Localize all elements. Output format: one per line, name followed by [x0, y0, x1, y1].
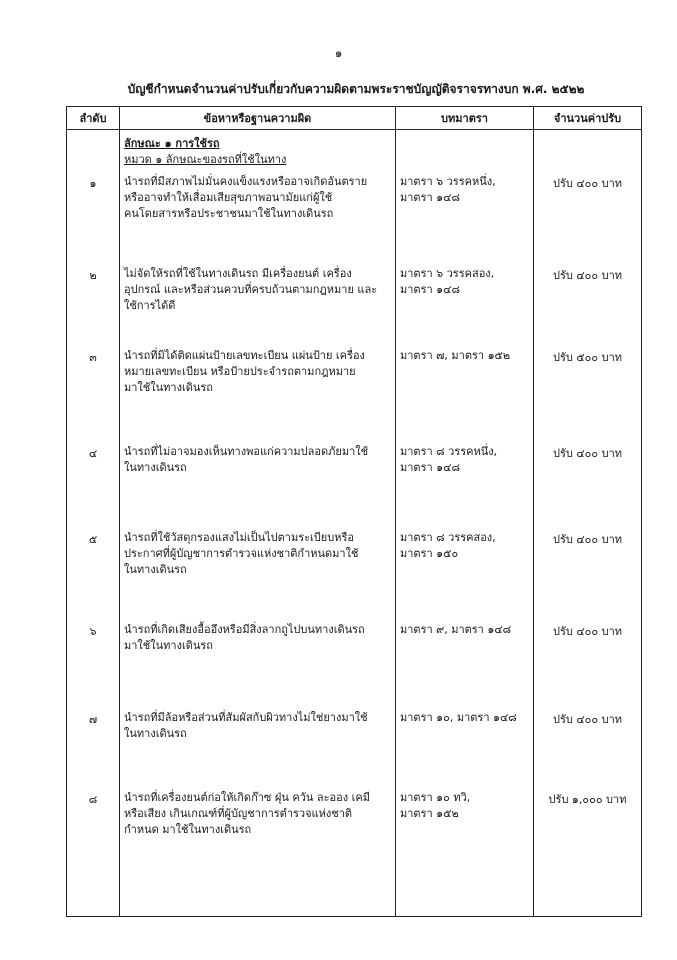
offense-line: ไม่จัดให้รถที่ใช้ในทางเดินรถ มีเครื่องยนต์ เครื่อง	[124, 267, 352, 280]
section-line: มาตรา ๖ วรรคหนึ่ง,	[400, 175, 496, 188]
offense-line: นำรถที่ไม่อาจมองเห็นทางพอแก่ความปลอดภัยมาใช้	[124, 445, 369, 458]
offense-line: นำรถที่เครื่องยนต์ก่อให้เกิดก๊าซ ฝุ่น ควัน ละออง เคมี	[124, 791, 370, 804]
category-heading: ลักษณะ ๑ การใช้รถ	[124, 137, 220, 150]
header-section: บทมาตรา	[396, 107, 534, 130]
row-order: ๗	[67, 704, 120, 784]
offense-line: นำรถที่เกิดเสียงอื้ออึงหรือมีสิ่งลากถูไปบนทางเดินรถ	[124, 623, 365, 636]
offense-line: นำรถที่มีสภาพไม่มั่นคงแข็งแรงหรืออาจเกิดอันตราย	[124, 175, 368, 188]
section-line: มาตรา ๖ วรรคสอง,	[400, 267, 495, 280]
offense-line: กำหนด มาใช้ในทางเดินรถ	[124, 823, 252, 836]
page-number: ๑	[334, 46, 343, 60]
row-fine: ปรับ ๔๐๐ บาท	[534, 524, 642, 616]
row-offense	[120, 168, 396, 260]
table-row	[67, 704, 642, 784]
header-order: ลำดับ	[67, 107, 120, 130]
row-fine: ปรับ ๕๐๐ บาท	[534, 342, 642, 438]
subcategory-heading: หมวด ๑ ลักษณะของรถที่ใช้ในทาง	[124, 153, 287, 166]
section-line: มาตรา ๑๕๒	[400, 807, 459, 820]
row-offense	[120, 438, 396, 524]
header-offense: ข้อหาหรือฐานความผิด	[120, 107, 396, 130]
section-line: มาตรา ๑๐, มาตรา ๑๔๘	[400, 711, 517, 724]
table-row	[67, 784, 642, 916]
section-line: มาตรา ๑๔๘	[400, 191, 460, 204]
row-section	[396, 342, 534, 438]
row-fine: ปรับ ๔๐๐ บาท	[534, 260, 642, 342]
document-title: บัญชีกำหนดจำนวนค่าปรับเกี่ยวกับความผิดตามพระราชบัญญัติจราจรทางบก พ.ศ. ๒๕๒๒	[127, 82, 585, 96]
row-offense	[120, 784, 396, 916]
category-row	[67, 130, 642, 169]
row-offense	[120, 260, 396, 342]
row-fine: ปรับ ๔๐๐ บาท	[534, 616, 642, 704]
row-order: ๒	[67, 260, 120, 342]
row-order: ๘	[67, 784, 120, 916]
offense-line: อุปกรณ์ และหรือส่วนควบที่ครบถ้วนตามกฎหมาย และ	[124, 283, 378, 296]
section-line: มาตรา ๙, มาตรา ๑๔๘	[400, 623, 512, 636]
offense-line: นำรถที่มีล้อหรือส่วนที่สัมผัสกับผิวทางไม่ใช่ยางมาใช้	[124, 711, 368, 724]
row-section	[396, 438, 534, 524]
section-line: มาตรา ๑๐ ทวิ,	[400, 791, 471, 804]
offense-line: ในทางเดินรถ	[124, 563, 187, 576]
row-offense	[120, 616, 396, 704]
header-fine: จำนวนค่าปรับ	[534, 107, 642, 130]
offense-line: มาใช้ในทางเดินรถ	[124, 381, 213, 394]
fines-table	[66, 106, 642, 917]
section-line: มาตรา ๑๔๘	[400, 283, 460, 296]
section-line: มาตรา ๘ วรรคหนึ่ง,	[400, 445, 498, 458]
row-offense	[120, 524, 396, 616]
table-row	[67, 438, 642, 524]
row-section	[396, 260, 534, 342]
row-order: ๖	[67, 616, 120, 704]
offense-line: หรือเสียง เกินเกณฑ์ที่ผู้บัญชาการตำรวจแห่งชาติ	[124, 807, 353, 820]
section-line: มาตรา ๘ วรรคสอง,	[400, 531, 496, 544]
table-row	[67, 260, 642, 342]
offense-line: ในทางเดินรถ	[124, 727, 187, 740]
offense-line: มาใช้ในทางเดินรถ	[124, 639, 213, 652]
offense-line: หมายเลขทะเบียน หรือป้ายประจำรถตามกฎหมาย	[124, 365, 356, 378]
row-order: ๑	[67, 168, 120, 260]
row-order: ๕	[67, 524, 120, 616]
table-row	[67, 616, 642, 704]
section-line: มาตรา ๗, มาตรา ๑๕๒	[400, 349, 511, 362]
offense-line: หรืออาจทำให้เสื่อมเสียสุขภาพอนามัยแก่ผู้ใช้	[124, 191, 333, 204]
row-section	[396, 704, 534, 784]
offense-line: คนโดยสารหรือประชาชนมาใช้ในทางเดินรถ	[124, 207, 334, 220]
section-line: มาตรา ๑๕๐	[400, 547, 459, 560]
table-row	[67, 342, 642, 438]
table-row	[67, 168, 642, 260]
table-header-row	[67, 107, 642, 130]
offense-line: ในทางเดินรถ	[124, 461, 187, 474]
row-fine: ปรับ ๑,๐๐๐ บาท	[534, 784, 642, 916]
offense-line: ประกาศที่ผู้บัญชาการตำรวจแห่งชาติกำหนดมาใช้	[124, 547, 359, 560]
offense-line: นำรถที่ใช้วัสดุกรองแสงไม่เป็นไปตามระเบียบหรือ	[124, 531, 354, 544]
row-section	[396, 168, 534, 260]
row-order: ๔	[67, 438, 120, 524]
row-order: ๓	[67, 342, 120, 438]
row-section	[396, 524, 534, 616]
row-fine: ปรับ ๔๐๐ บาท	[534, 438, 642, 524]
table-body	[67, 130, 642, 917]
offense-line: นำรถที่มิได้ติดแผ่นป้ายเลขทะเบียน แผ่นป้าย เครื่อง	[124, 349, 365, 362]
row-fine: ปรับ ๔๐๐ บาท	[534, 168, 642, 260]
section-line: มาตรา ๑๔๘	[400, 461, 460, 474]
row-section	[396, 616, 534, 704]
row-section	[396, 784, 534, 916]
row-fine: ปรับ ๔๐๐ บาท	[534, 704, 642, 784]
row-offense	[120, 704, 396, 784]
table-row	[67, 524, 642, 616]
row-offense	[120, 342, 396, 438]
offense-line: ใช้การได้ดี	[124, 299, 176, 312]
